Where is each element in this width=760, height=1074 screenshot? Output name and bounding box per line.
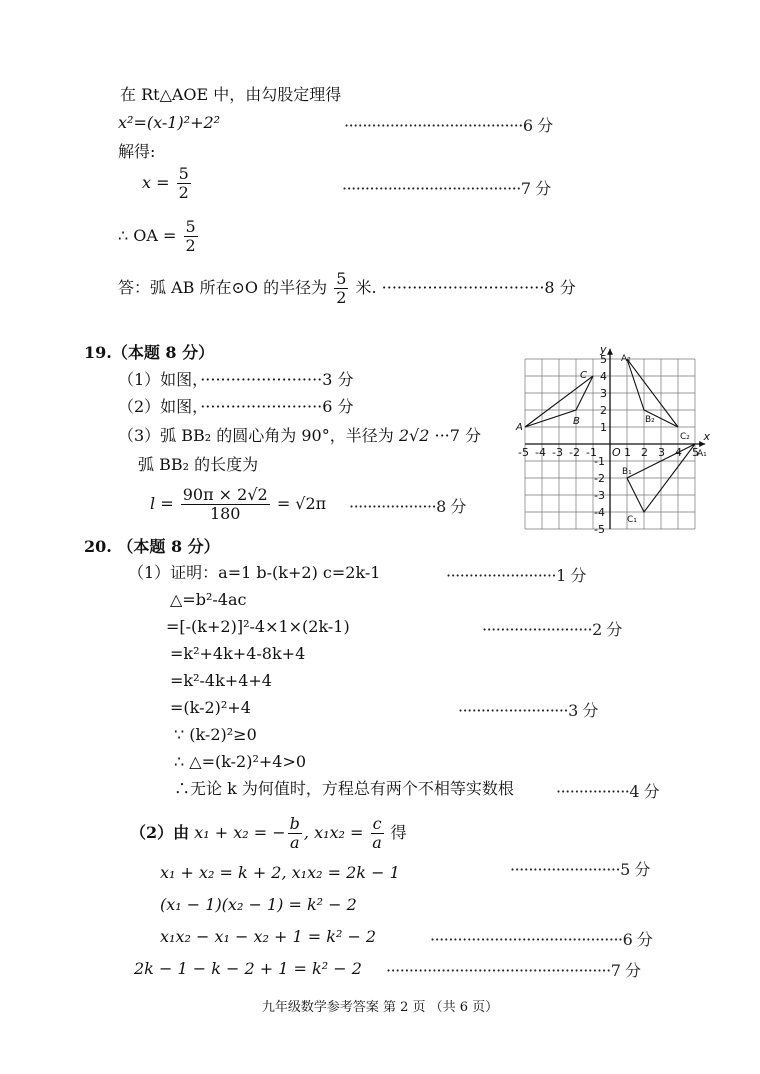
x-tick-label: 1 [624,446,631,459]
x-tick-label: -1 [586,446,597,459]
answer-line [118,270,576,307]
text-line: 弧 BB₂ 的长度为 [138,455,259,474]
point-label-a1: A₁ [697,449,707,459]
equation-oa [118,218,200,255]
x-tick-label: 2 [641,446,648,459]
fraction [184,218,198,255]
x-tick-label: 4 [675,446,682,459]
answer-suffix: 米. [355,278,377,297]
fraction-numerator: 90π × 2√2 [182,485,268,504]
vieta-line [130,815,407,852]
x-tick-label: 5 [692,446,699,459]
fraction [177,165,191,202]
score-dots: ···7 分 [434,426,482,445]
derivation-line: ∵ (k-2)²≥0 [174,725,257,744]
y-tick-label: 1 [600,421,607,434]
fraction [181,486,270,523]
score-dots: ························3 分 [458,701,598,720]
text-part: （3）弧 BB₂ 的圆心角为 90°，半径为 [118,426,394,445]
derivation-line: =(k-2)²+4 [170,698,251,717]
derivation-line: =k²-4k+4+4 [170,671,272,690]
text-line: （1）证明：a=1 b-(k+2) c=2k-1 [128,563,381,582]
derivation-line: =k²+4k+4-8k+4 [170,644,306,663]
section-heading: 19.（本题 8 分） [84,343,215,362]
text-line [118,370,354,390]
y-tick-label: -1 [594,455,605,468]
formula-part: , x₁x₂ = [303,823,364,842]
y-tick-label: -2 [594,472,605,485]
fraction [371,815,384,852]
equation: x²=(x-1)²+2² [118,113,221,132]
origin-label: O [612,446,621,459]
text-part: （2）如图， [118,397,201,416]
text-line [118,426,481,446]
arc-length-formula [150,486,326,523]
section-heading: 20. （本题 8 分） [84,537,220,556]
score-dots: ························1 分 [446,566,586,585]
y-axis-label: y [600,345,607,356]
y-tick-label: 2 [600,404,607,417]
score-dots: ·······································7 分 [342,179,551,198]
text-part: （2）由 [130,823,190,842]
coordinate-grid [508,345,718,540]
fraction [334,270,348,307]
x-axis-label: x [703,430,711,443]
l-equals: l = [150,494,174,513]
page-footer: 九年级数学参考答案 第 2 页 （共 6 页） [261,1000,499,1015]
point-label-a: A [516,422,523,433]
score-dots: ················4 分 [556,782,660,801]
formula-part: x₁ + x₂ = − [194,823,286,842]
fraction-denominator: 2 [336,288,347,307]
score-dots: ·······································6 分 [344,116,553,135]
fraction-denominator: 2 [185,236,196,255]
text-line: 在 Rt△AOE 中，由勾股定理得 [120,85,342,104]
radius-value: 2√2 [398,426,430,445]
y-axis-arrow [607,349,613,355]
text-part: 得 [390,823,407,842]
x-tick-label: -5 [518,446,529,459]
point-label-c: C [580,370,587,381]
score-dots: ························2 分 [482,620,622,639]
rhs: = √2π [276,494,327,513]
point-label-c2: C₂ [680,432,690,442]
score-dots: ··········································6 分 [430,930,653,949]
point-label-b1: B₁ [622,467,632,477]
derivation-line: =[-(k+2)]²-4×1×(2k-1) [166,617,350,636]
text-line [118,397,354,417]
oa-equals: ∴ OA = [118,226,177,245]
score-dots: ···················8 分 [349,497,466,516]
fraction-denominator: 180 [209,504,241,523]
text-part: （1）如图， [118,370,201,389]
score-dots: ························5 分 [510,860,650,879]
fraction-numerator: c [372,814,382,833]
point-label-a2: A₂ [621,354,631,364]
point-label-c1: C₁ [627,515,637,525]
text-line: 解得: [118,142,156,161]
x-tick-label: -2 [569,446,580,459]
derivation-line: ∴无论 k 为何值时，方程总有两个不相等实数根 [174,779,514,798]
labels [515,345,711,536]
y-tick-label: 3 [600,387,607,400]
answer-prefix: 答：弧 AB 所在⊙O 的半径为 [118,278,328,297]
y-tick-label: 5 [600,353,607,366]
fraction-numerator: b [289,814,300,833]
fraction-numerator: 5 [178,164,189,183]
x-tick-label: -4 [535,446,546,459]
fraction-denominator: 2 [178,183,189,202]
fraction-denominator: a [372,833,382,852]
derivation-line: △=b²-4ac [170,590,247,609]
y-tick-label: -3 [594,489,605,502]
score-dots: ·················································7 分 [386,961,641,980]
equation: (x₁ − 1)(x₂ − 1) = k² − 2 [160,895,357,914]
point-label-b: B [573,416,580,427]
fraction-numerator: 5 [336,269,347,288]
y-tick-label: 4 [600,370,607,383]
equation: x₁x₂ − x₁ − x₂ + 1 = k² − 2 [160,927,377,946]
equation: 2k − 1 − k − 2 + 1 = k² − 2 [134,959,362,978]
equation-x [142,165,193,202]
score-dots: ································8 分 [381,278,576,297]
fraction-numerator: 5 [185,217,196,236]
x-equals: x = [142,173,170,192]
equation: x₁ + x₂ = k + 2, x₁x₂ = 2k − 1 [160,863,400,882]
score-dots: ························6 分 [200,397,354,416]
x-tick-label: 3 [658,446,665,459]
fraction-denominator: a [290,833,300,852]
fraction [288,815,302,852]
point-label-b2: B₂ [645,415,655,425]
derivation-line: ∴ △=(k-2)²+4>0 [174,752,307,771]
score-dots: ························3 分 [200,370,354,389]
x-tick-label: -3 [552,446,563,459]
y-tick-label: -4 [594,506,605,519]
y-tick-label: -5 [594,523,605,536]
